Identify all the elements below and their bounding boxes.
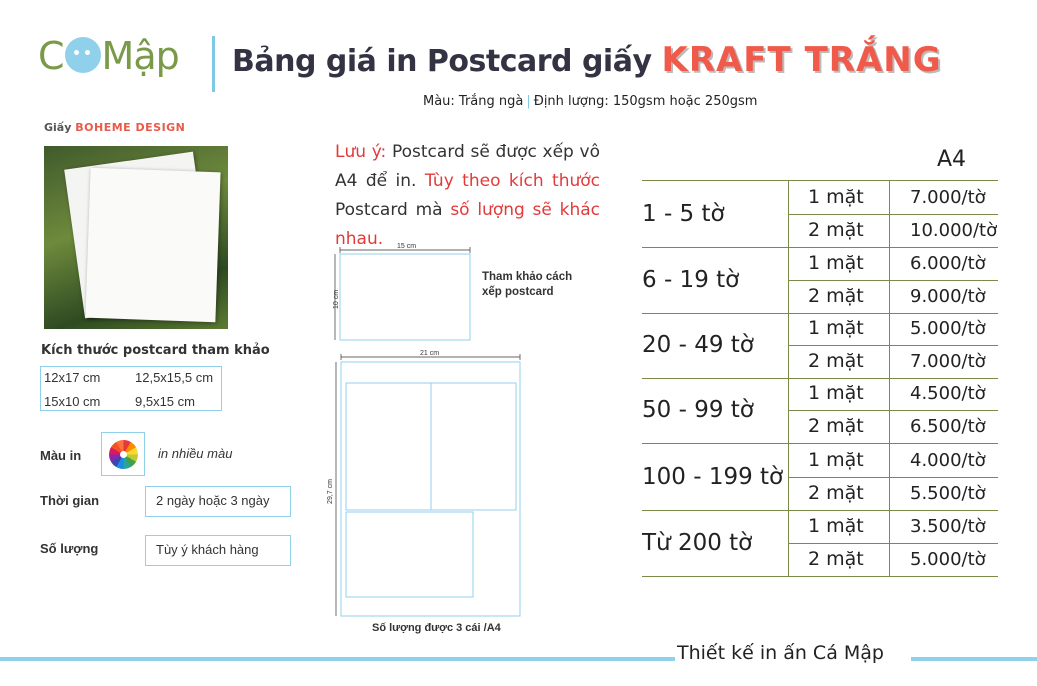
- price-one: 7.000/tờ: [910, 187, 986, 208]
- title-accent: KRAFT TRẮNG: [661, 40, 942, 80]
- footer-line: [911, 657, 1037, 661]
- price-two: 5.000/tờ: [910, 549, 986, 570]
- sides-two: 2 mặt: [808, 482, 864, 504]
- note-part: Postcard sẽ được xếp vô A4 để in.: [335, 142, 600, 191]
- title-main: Bảng giá in Postcard giấy: [232, 44, 652, 79]
- postcard-slot: [431, 383, 516, 510]
- price-one: 5.000/tờ: [910, 318, 986, 339]
- postcard-slot: [346, 512, 473, 597]
- page-title: [232, 40, 942, 80]
- qty-value: Tùy ý khách hàng: [145, 535, 291, 566]
- sizes-box: [40, 366, 222, 411]
- note-highlight: Tùy theo kích thước: [424, 171, 600, 191]
- result-text: Số lượng được 3 cái /A4: [372, 622, 501, 634]
- sizes-label: Kích thước postcard tham khảo: [41, 343, 270, 358]
- table-rule: [642, 576, 998, 577]
- sides-one: 1 mặt: [808, 186, 864, 208]
- paper-photo: [44, 146, 228, 329]
- qty-range: 1 - 5 tờ: [642, 201, 725, 227]
- sides-one: 1 mặt: [808, 449, 864, 471]
- paper-prefix: Giấy: [44, 121, 72, 134]
- table-rule: [889, 510, 890, 576]
- price-two: 7.000/tờ: [910, 351, 986, 372]
- table-rule: [642, 313, 998, 314]
- table-rule: [642, 247, 998, 248]
- table-rule: [889, 377, 890, 443]
- table-rule: [788, 214, 998, 215]
- qty-range: 20 - 49 tờ: [642, 332, 754, 358]
- paper-label: [44, 121, 185, 134]
- a4-height-label: 29,7 cm: [326, 479, 334, 504]
- sides-two: 2 mặt: [808, 285, 864, 307]
- table-rule: [642, 443, 998, 444]
- table-rule: [889, 312, 890, 378]
- table-rule: [788, 510, 789, 576]
- color-wheel-box: [101, 432, 145, 476]
- note-prefix: Lưu ý:: [335, 142, 387, 162]
- color-value: in nhiều màu: [158, 446, 233, 461]
- note-part: Postcard mà: [335, 200, 451, 220]
- table-rule: [642, 180, 998, 181]
- qty-range: Từ 200 tờ: [642, 530, 753, 556]
- price-two: 6.500/tờ: [910, 416, 986, 437]
- qty-range: 100 - 199 tờ: [642, 464, 784, 490]
- table-rule: [642, 510, 998, 511]
- note-highlight: số lượng sẽ khác nhau.: [335, 200, 600, 249]
- qty-range: 6 - 19 tờ: [642, 267, 740, 293]
- price-two: 9.000/tờ: [910, 286, 986, 307]
- postcard-slot: [346, 383, 431, 510]
- page-subtitle: Màu: Trắng ngà | Định lượng: 150gsm hoặc 250gsm: [423, 94, 758, 109]
- color-wheel-icon: [109, 440, 138, 469]
- color-label: Màu in: [40, 448, 82, 463]
- price-two: 5.500/tờ: [910, 483, 986, 504]
- size-item: 15x10 cm: [44, 394, 101, 409]
- table-rule: [788, 444, 789, 510]
- table-rule: [788, 312, 789, 378]
- price-one: 6.000/tờ: [910, 253, 986, 274]
- table-rule: [788, 345, 998, 346]
- brand-logo: C Mập: [38, 34, 179, 78]
- table-rule: [889, 444, 890, 510]
- paper-brand: BOHEME DESIGN: [75, 121, 186, 134]
- qty-range: 50 - 99 tờ: [642, 397, 754, 423]
- price-two: 10.000/tờ: [910, 220, 998, 241]
- table-rule: [788, 181, 789, 247]
- size-item: 12,5x15,5 cm: [135, 370, 214, 385]
- sides-two: 2 mặt: [808, 350, 864, 372]
- price-one: 4.000/tờ: [910, 450, 986, 471]
- price-one: 4.500/tờ: [910, 383, 986, 404]
- table-rule: [788, 477, 998, 478]
- table-rule: [889, 247, 890, 313]
- footer-line: [0, 657, 675, 661]
- paper-sheet: [85, 168, 220, 322]
- card-height-label: 10 cm: [333, 289, 341, 310]
- reference-text: Tham khảo cách xếp postcard: [482, 271, 573, 298]
- table-rule: [788, 543, 998, 544]
- postcard-sample: [340, 254, 470, 340]
- subtitle-color: Màu: Trắng ngà: [423, 94, 524, 109]
- qty-label: Số lượng: [40, 541, 99, 556]
- sides-two: 2 mặt: [808, 548, 864, 570]
- price-one: 3.500/tờ: [910, 516, 986, 537]
- sides-one: 1 mặt: [808, 382, 864, 404]
- sides-two: 2 mặt: [808, 219, 864, 241]
- table-rule: [788, 247, 789, 313]
- time-value: 2 ngày hoặc 3 ngày: [145, 486, 291, 517]
- logo-text: Mập: [101, 34, 179, 78]
- table-rule: [788, 377, 789, 443]
- table-rule: [788, 410, 998, 411]
- time-label: Thời gian: [40, 493, 100, 508]
- note-text: [335, 138, 600, 254]
- footer-text: Thiết kế in ấn Cá Mập: [677, 642, 884, 664]
- sides-two: 2 mặt: [808, 415, 864, 437]
- card-width-label: 15 cm: [397, 243, 417, 250]
- sides-one: 1 mặt: [808, 317, 864, 339]
- a4-width-label: 21 cm: [420, 350, 440, 357]
- sides-one: 1 mặt: [808, 515, 864, 537]
- header-divider: [212, 36, 215, 92]
- table-rule: [642, 378, 998, 379]
- table-rule: [788, 280, 998, 281]
- table-rule: [889, 181, 890, 247]
- size-item: 9,5x15 cm: [135, 394, 195, 409]
- size-item: 12x17 cm: [44, 370, 101, 385]
- paper-size-header: A4: [937, 147, 967, 172]
- subtitle-weight: Định lượng: 150gsm hoặc 250gsm: [533, 94, 758, 109]
- sides-one: 1 mặt: [808, 252, 864, 274]
- fish-logo-icon: [65, 37, 101, 73]
